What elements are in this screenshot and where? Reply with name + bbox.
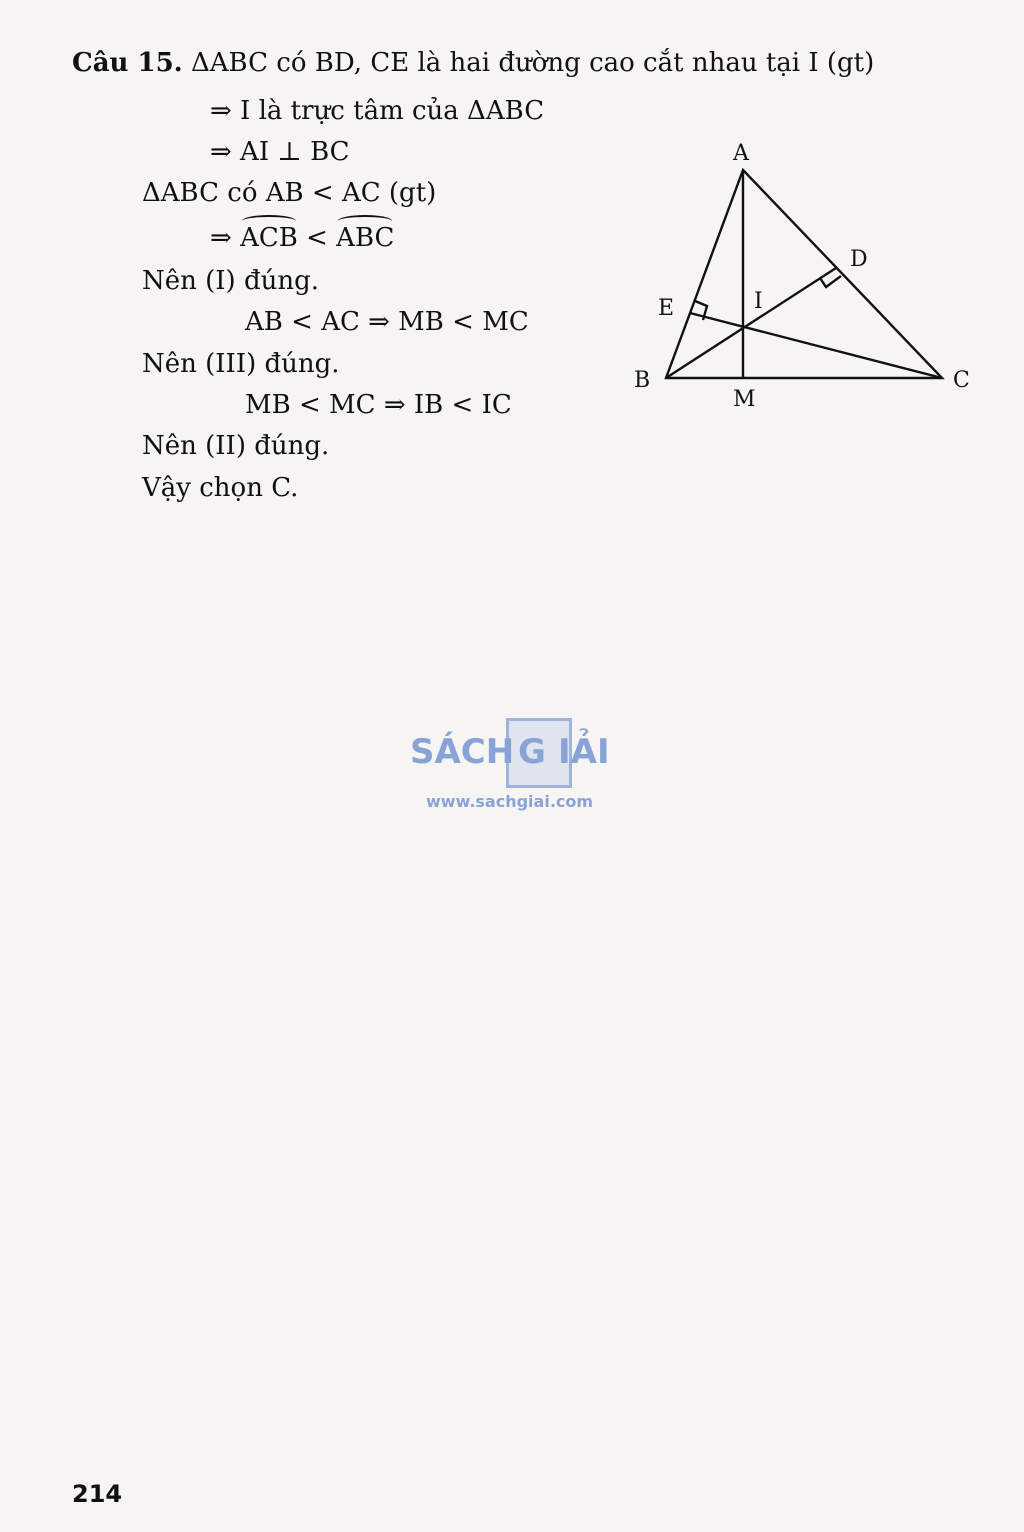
solution-line-3: ΔABC có AB < AC (gt): [142, 178, 437, 208]
label-e: E: [658, 296, 675, 321]
triangle-figure: [620, 135, 980, 420]
solution-line-7: Nên (III) đúng.: [142, 349, 340, 379]
angle-acb: ACB: [240, 223, 298, 253]
solution-line-2: ⇒ AI ⊥ BC: [210, 137, 350, 167]
page-number: 214: [72, 1480, 123, 1508]
triangle-abc: [666, 170, 942, 378]
less-than-symbol: <: [306, 223, 328, 253]
question-statement: ΔABC có BD, CE là hai đường cao cắt nhau tại I (gt): [191, 48, 875, 78]
label-a: A: [733, 141, 749, 166]
solution-line-10: Vậy chọn C.: [142, 473, 299, 503]
solution-line-1: ⇒ I là trực tâm của ΔABC: [210, 96, 545, 126]
watermark-brand-right: IẢI: [558, 732, 610, 772]
solution-line-8: MB < MC ⇒ IB < IC: [245, 390, 512, 420]
angle-abc: ABC: [336, 223, 395, 253]
label-d: D: [850, 247, 868, 272]
solution-line-4: [210, 221, 394, 255]
watermark-brand-left: SÁCH: [410, 732, 515, 772]
label-i: I: [754, 289, 763, 314]
implies-symbol: ⇒: [210, 223, 232, 253]
question-header: [72, 46, 874, 80]
watermark-brand-mid: G: [518, 732, 546, 772]
watermark-logo: [410, 718, 620, 818]
watermark-url: www.sachgiai.com: [426, 792, 594, 811]
question-label: Câu 15.: [72, 48, 183, 78]
solution-line-6: AB < AC ⇒ MB < MC: [245, 307, 529, 337]
label-c: C: [953, 368, 970, 393]
label-m: M: [733, 387, 756, 412]
altitude-ce: [690, 313, 942, 378]
label-b: B: [634, 368, 651, 393]
altitude-bd: [666, 268, 836, 378]
solution-line-9: Nên (II) đúng.: [142, 431, 330, 461]
solution-line-5: Nên (I) đúng.: [142, 266, 320, 296]
